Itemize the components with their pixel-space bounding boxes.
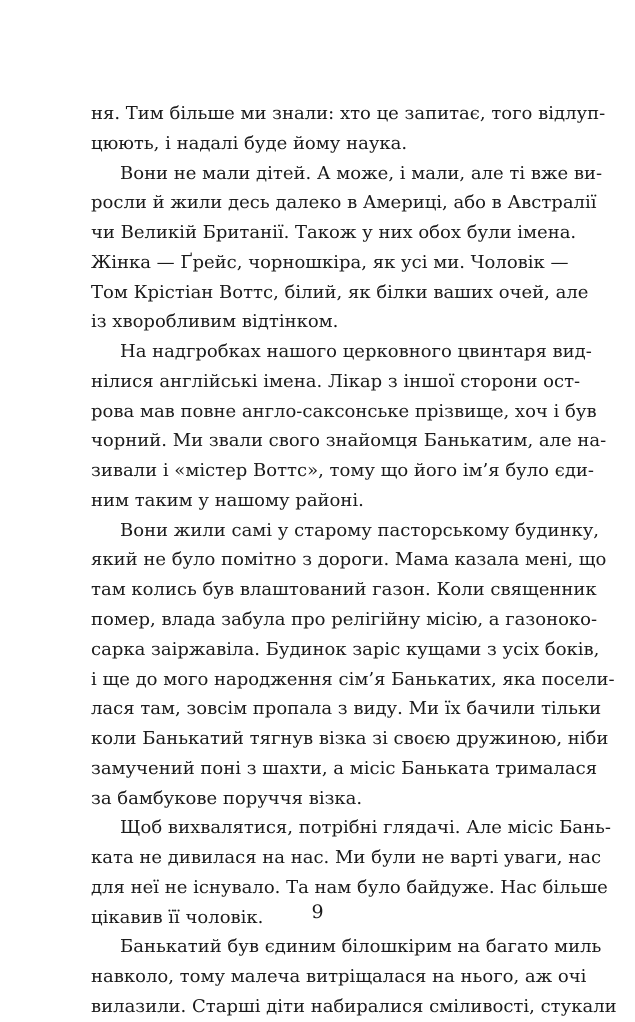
text-line: цюють, і надалі буде йому наука. — [91, 132, 408, 154]
text-line: Том Крістіан Воттс, білий, як білки ваших очей, але — [91, 281, 589, 303]
text-line: Жінка — Ґрейс, чорношкіра, як усі ми. Чоловік — — [91, 251, 569, 273]
text-line: Банькатий був єдиним білошкірим на багато миль — [120, 936, 602, 958]
paragraph — [91, 932, 617, 1021]
text-line: цікавив її чоловік. — [91, 906, 264, 928]
text-line: нілися англійські імена. Лікар з іншої сторони ост- — [91, 370, 581, 392]
text-line: Вони не мали дітей. А може, і мали, але ті вже ви- — [120, 162, 603, 184]
text-line: рова мав повне англо-саксонське прізвище, хоч і був — [91, 400, 597, 422]
text-line: ня. Тим більше ми знали: хто це запитає, того відлуп- — [91, 103, 606, 124]
text-line: чи Великій Британії. Також у них обох були імена. — [91, 222, 577, 244]
text-line: за бамбукове поруччя візка. — [91, 787, 363, 809]
text-line: На надгробках нашого церковного цвинтаря вид- — [120, 341, 592, 363]
paragraph — [91, 159, 603, 338]
text-line: ката не дивилася на нас. Ми були не варті уваги, нас — [91, 847, 602, 869]
text-line: і ще до мого народження сім’я Банькатих, яка посели- — [91, 668, 615, 690]
text-line: Щоб вихвалятися, потрібні глядачі. Але місіс Бань- — [120, 817, 611, 839]
text-line: там колись був влаштований газон. Коли священник — [91, 579, 597, 601]
body-text — [91, 99, 617, 1022]
text-line: навколо, тому малеча витріщалася на нього, аж очі — [91, 966, 587, 988]
text-line: помер, влада забула про релігійну місію, а газоноко- — [91, 609, 598, 631]
text-line: росли й жили десь далеко в Америці, або в Австралії — [91, 192, 597, 214]
text-line: сарка заіржавіла. Будинок заріс кущами з усіх боків, — [91, 638, 600, 660]
paragraph — [91, 99, 606, 159]
text-line: із хворобливим відтінком. — [91, 311, 339, 333]
text-line: вилазили. Старші діти набиралися сміливості, стукали — [91, 995, 617, 1017]
text-line: який не було помітно з дороги. Мама казала мені, що — [91, 549, 607, 571]
text-line: для неї не існувало. Та нам було байдуже. Нас більше — [91, 876, 608, 898]
text-line: коли Банькатий тягнув візка зі своєю дружиною, ніби — [91, 728, 609, 750]
text-line: замучений поні з шахти, а місіс Банькатa трималася — [91, 757, 598, 779]
paragraph — [91, 337, 607, 516]
text-line: зивали і «містер Воттс», тому що його ім’я було єди- — [91, 460, 594, 482]
text-line: ним таким у нашому районі. — [91, 489, 364, 511]
paragraph — [91, 516, 615, 814]
text-line: Вони жили самі у старому пасторському будинку, — [120, 519, 600, 541]
page-number: 9 — [311, 901, 324, 923]
text-line: лася там, зовсім пропала з виду. Ми їх бачили тільки — [91, 698, 602, 720]
text-line: чорний. Ми звали свого знайомця Банькатим, але на- — [91, 430, 607, 452]
